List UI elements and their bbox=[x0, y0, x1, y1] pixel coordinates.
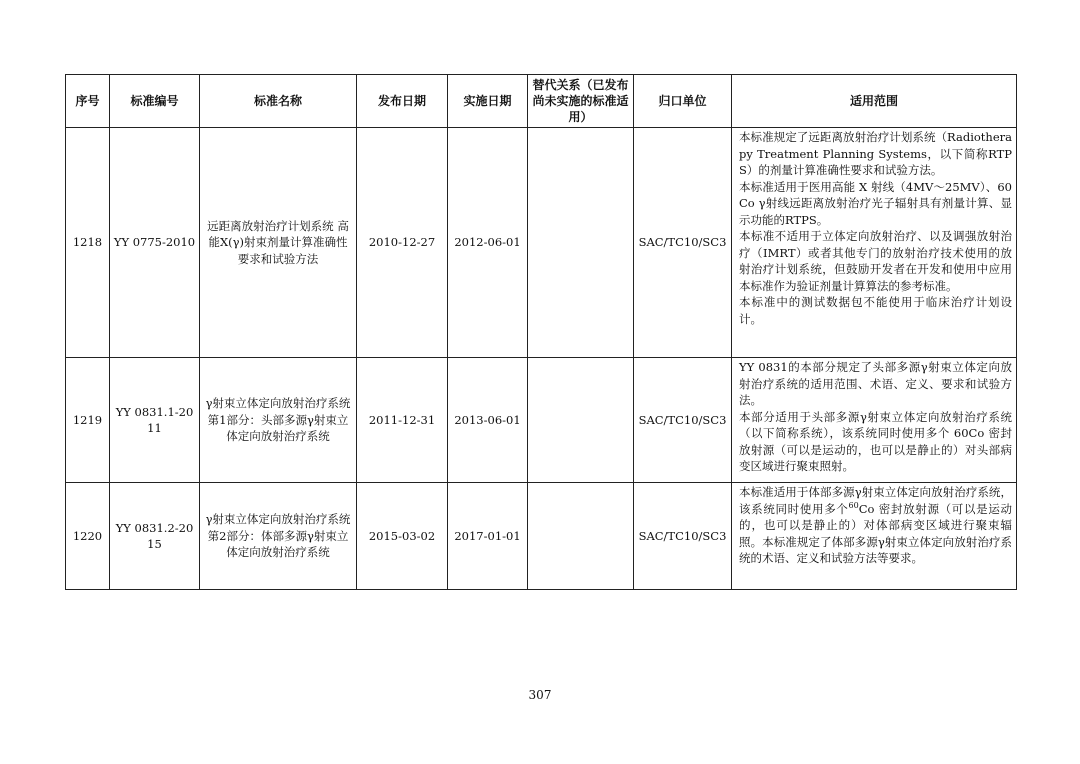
cell-publish-date: 2015-03-02 bbox=[357, 483, 448, 590]
cell-no: 1219 bbox=[66, 358, 110, 483]
header-unit: 归口单位 bbox=[634, 75, 732, 128]
scope-paragraph: 本标准规定了远距离放射治疗计划系统（Radiotherapy Treatment Planning Systems，以下简称RTPS）的剂量计算准确性要求和试验方法。 bbox=[739, 130, 1012, 177]
cell-code: YY 0831.2-2015 bbox=[110, 483, 200, 590]
scope-paragraph: 本部分适用于头部多源γ射束立体定向放射治疗系统（以下简称系统），该系统同时使用多个 60Co 密封放射源（可以是运动的，也可以是静止的）对头部病变区域进行聚束照射。 bbox=[739, 409, 1012, 473]
header-no: 序号 bbox=[66, 75, 110, 128]
header-name: 标准名称 bbox=[200, 75, 357, 128]
cell-replacement bbox=[528, 483, 634, 590]
header-row bbox=[66, 75, 1017, 128]
cell-name: γ射束立体定向放射治疗系统 第1部分：头部多源γ射束立体定向放射治疗系统 bbox=[200, 358, 357, 483]
table-row bbox=[66, 128, 1017, 358]
page-number: 307 bbox=[528, 688, 552, 702]
cell-scope bbox=[732, 358, 1017, 483]
cell-name: γ射束立体定向放射治疗系统 第2部分：体部多源γ射束立体定向放射治疗系统 bbox=[200, 483, 357, 590]
cell-code: YY 0775-2010 bbox=[110, 128, 200, 358]
cell-publish-date: 2010-12-27 bbox=[357, 128, 448, 358]
cell-publish-date: 2011-12-31 bbox=[357, 358, 448, 483]
scope-text: Co 密封放射源（可以是运动的，也可以是静止的）对体部病变区域进行聚束辐照。本标准规定了体部多源γ射束立体定向放射治疗系统的术语、定义和试验方法等要求。 bbox=[739, 501, 1012, 565]
cell-unit: SAC/TC10/SC3 bbox=[634, 483, 732, 590]
header-scope: 适用范围 bbox=[732, 75, 1017, 128]
scope-paragraph: 本标准不适用于立体定向放射治疗、以及调强放射治疗（IMRT）或者其他专门的放射治疗技术使用的放射治疗计划系统，但鼓励开发者在开发和使用中应用本标准作为验证剂量计算算法的参考标准。 bbox=[739, 229, 1012, 293]
cell-scope bbox=[732, 128, 1017, 358]
header-implement-date: 实施日期 bbox=[448, 75, 528, 128]
cell-no: 1218 bbox=[66, 128, 110, 358]
cell-code: YY 0831.1-2011 bbox=[110, 358, 200, 483]
cell-implement-date: 2017-01-01 bbox=[448, 483, 528, 590]
scope-text: 本标准适用于体部多源γ射束立体定向放射治疗系统，该系统同时使用多个 bbox=[739, 485, 1012, 516]
header-replacement: 替代关系（已发布尚未实施的标准适用） bbox=[528, 75, 634, 128]
cell-unit: SAC/TC10/SC3 bbox=[634, 358, 732, 483]
cell-implement-date: 2012-06-01 bbox=[448, 128, 528, 358]
cell-scope bbox=[732, 483, 1017, 590]
cell-replacement bbox=[528, 358, 634, 483]
scope-paragraph: 本标准适用于医用高能 X 射线（4MV～25MV）、60Co γ射线远距离放射治疗光子辐射具有剂量计算、显示功能的RTPS。 bbox=[739, 179, 1012, 227]
cell-replacement bbox=[528, 128, 634, 358]
table-row bbox=[66, 358, 1017, 483]
scope-paragraph: 本标准中的测试数据包不能使用于临床治疗计划设计。 bbox=[739, 295, 1012, 326]
cell-no: 1220 bbox=[66, 483, 110, 590]
scope-paragraph bbox=[739, 484, 1012, 567]
header-code: 标准编号 bbox=[110, 75, 200, 128]
cell-unit: SAC/TC10/SC3 bbox=[634, 128, 732, 358]
header-publish-date: 发布日期 bbox=[357, 75, 448, 128]
superscript: 60 bbox=[848, 500, 859, 510]
table-row bbox=[66, 483, 1017, 590]
cell-implement-date: 2013-06-01 bbox=[448, 358, 528, 483]
standards-table bbox=[65, 74, 1017, 590]
scope-paragraph: YY 0831的本部分规定了头部多源γ射束立体定向放射治疗系统的适用范围、术语、定义、要求和试验方法。 bbox=[739, 360, 1012, 407]
cell-name: 远距离放射治疗计划系统 高能X(γ)射束剂量计算准确性要求和试验方法 bbox=[200, 128, 357, 358]
